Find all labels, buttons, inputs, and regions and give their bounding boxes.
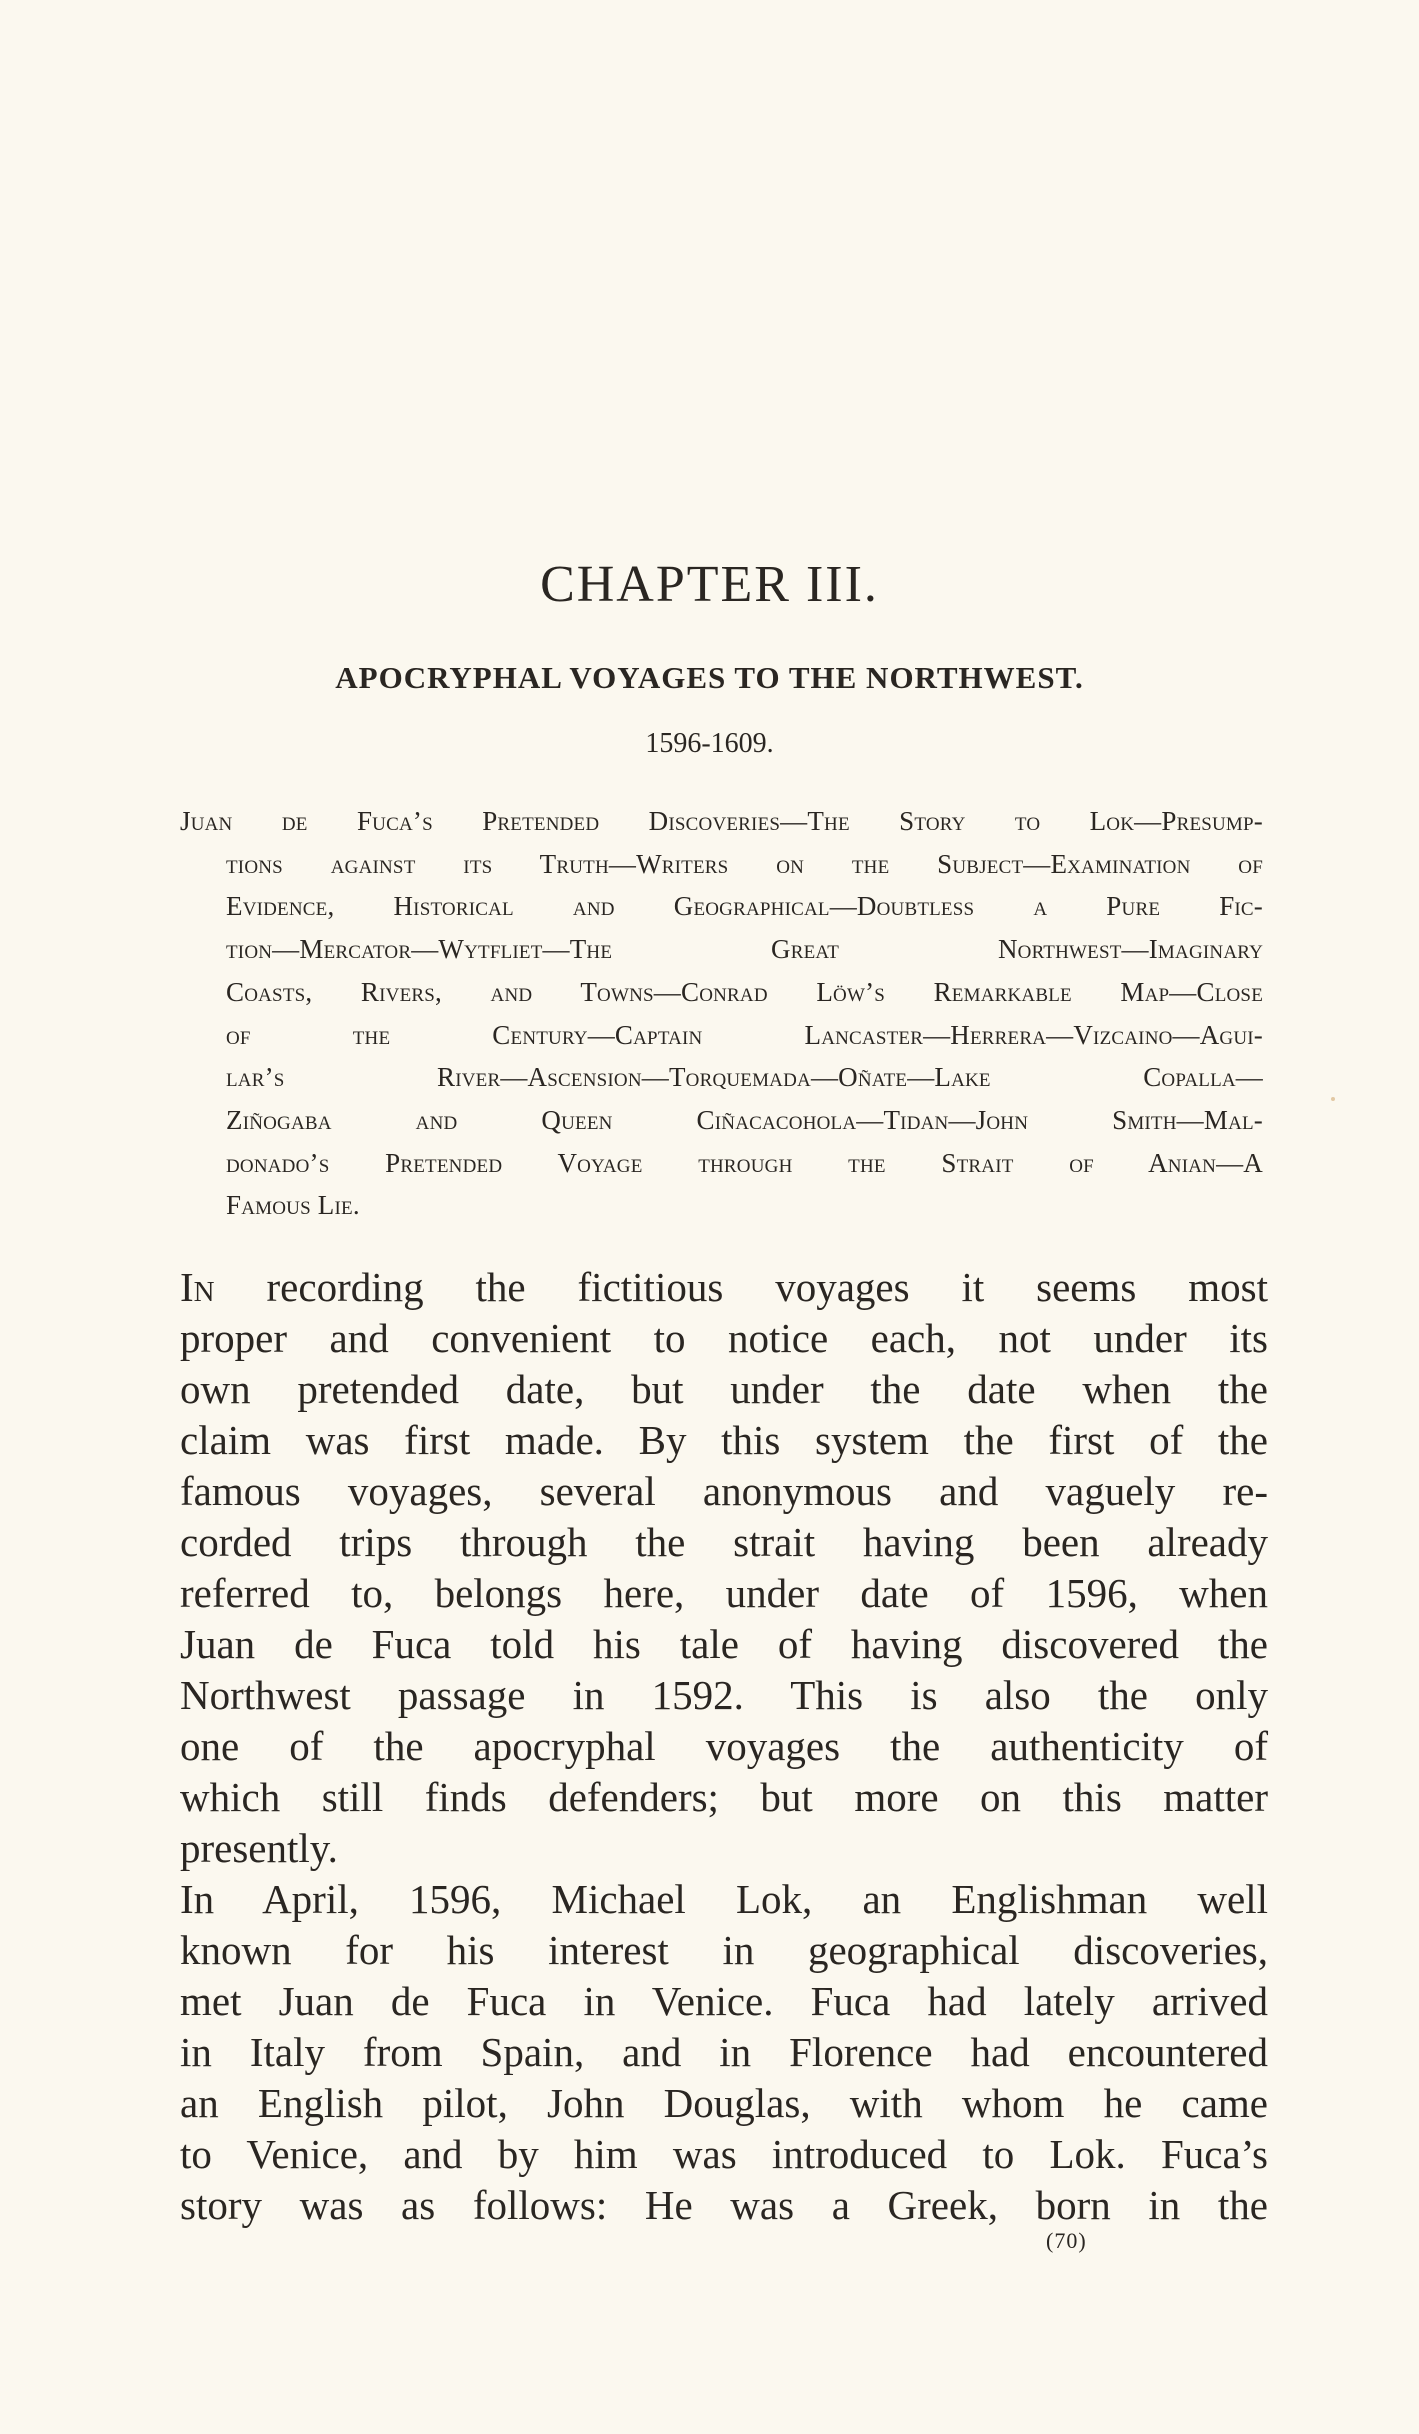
synopsis-line: Juan de Fuca’s Pretended Discoveries—The Story to Lok—Presump- (180, 806, 1263, 836)
chapter-synopsis (180, 800, 1263, 1227)
synopsis-line: Ziñogaba and Queen Ciñacacohola—Tidan—John Smith—Mal- (226, 1104, 1263, 1135)
paragraph-line: own pretended date, but under the date when the (180, 1366, 1268, 1412)
synopsis-line: Evidence, Historical and Geographical—Doubtless a Pure Fic- (226, 891, 1263, 922)
paragraph-line: proper and convenient to notice each, not under its (180, 1315, 1268, 1361)
chapter-dates: 1596-1609. (645, 728, 774, 759)
paper-speck (1331, 1097, 1335, 1101)
paragraph-line: presently. (180, 1825, 338, 1871)
paragraph-line: claim was first made. By this system the first of the (180, 1417, 1268, 1463)
paragraph-line: referred to, belongs here, under date of 1596, when (180, 1570, 1268, 1616)
synopsis-line: of the Century—Captain Lancaster—Herrera—Vizcaino—Agui- (226, 1019, 1263, 1050)
paragraph-line: Juan de Fuca told his tale of having discovered the (180, 1621, 1268, 1667)
synopsis-line: donado’s Pretended Voyage through the Strait of Anian—A (226, 1147, 1263, 1178)
paragraph-line: met Juan de Fuca in Venice. Fuca had lately arrived (180, 1978, 1268, 2024)
paragraph-line (180, 1262, 1268, 1313)
synopsis-line: lar’s River—Ascension—Torquemada—Oñate—Lake Copalla— (226, 1062, 1263, 1093)
paragraph-line-text: recording the fictitious voyages it seems most (214, 1264, 1268, 1310)
chapter-title: CHAPTER III. (540, 556, 879, 613)
paragraph-line: which still finds defenders; but more on this matter (180, 1774, 1268, 1820)
paragraph-line: In April, 1596, Michael Lok, an Englishman well (180, 1876, 1268, 1922)
chapter-subtitle: APOCRYPHAL VOYAGES TO THE NORTHWEST. (335, 660, 1084, 695)
paragraph-line: Northwest passage in 1592. This is also the only (180, 1672, 1268, 1718)
paragraph-line: one of the apocryphal voyages the authenticity of (180, 1723, 1268, 1769)
paragraph-line: corded trips through the strait having been already (180, 1519, 1268, 1565)
paragraph-line: famous voyages, several anonymous and vaguely re- (180, 1468, 1268, 1514)
paragraph-line: to Venice, and by him was introduced to Lok. Fuca’s (180, 2131, 1268, 2177)
paragraph-line: known for his interest in geographical discoveries, (180, 1927, 1268, 1973)
synopsis-line: tion—Mercator—Wytfliet—The Great Northwest—Imaginary (226, 934, 1263, 965)
paragraph-line: in Italy from Spain, and in Florence had encountered (180, 2029, 1268, 2075)
paragraph-line: an English pilot, John Douglas, with whom he came (180, 2080, 1268, 2126)
page-number: (70) (1046, 2228, 1087, 2253)
synopsis-line: Coasts, Rivers, and Towns—Conrad Löw’s Remarkable Map—Close (226, 976, 1263, 1007)
synopsis-line: Famous Lie. (226, 1190, 360, 1221)
synopsis-line: tions against its Truth—Writers on the Subject—Examination of (226, 848, 1263, 879)
paragraph-line: story was as follows: He was a Greek, born in the (180, 2182, 1268, 2228)
lead-word: In (180, 1264, 215, 1310)
body-text (180, 1262, 1268, 2231)
